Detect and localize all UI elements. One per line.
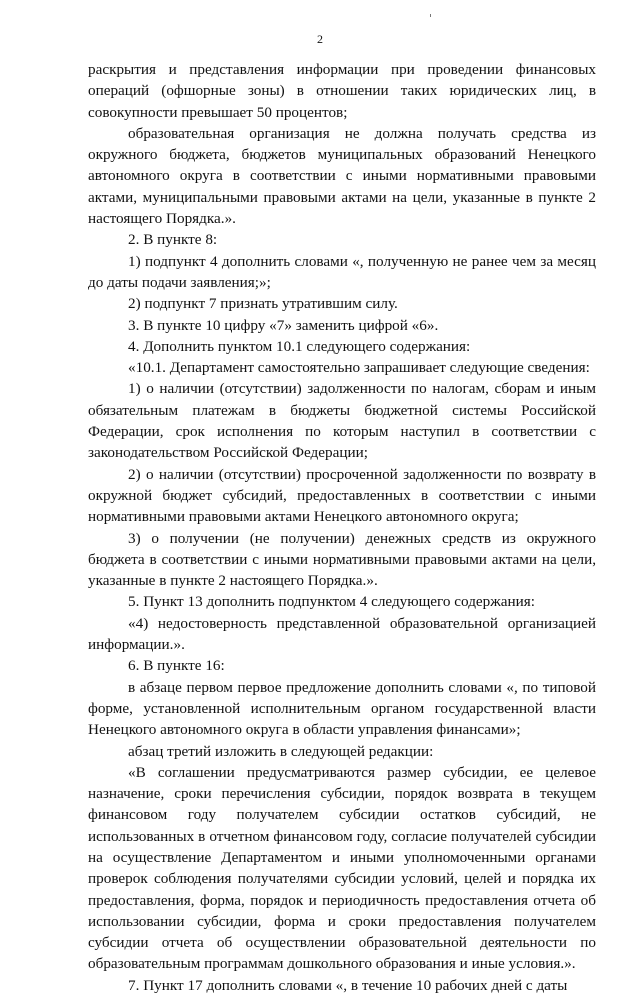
paragraph: абзац третий изложить в следующей редакции: — [128, 742, 434, 760]
paragraph: 6. В пункте 16: — [128, 657, 225, 675]
paragraph: 4. Дополнить пунктом 10.1 следующего содержания: — [128, 337, 471, 355]
document-body — [88, 59, 596, 996]
paragraph: 1) о наличии (отсутствии) задолженности по налогам, сборам и иным обязательным платежам в бюджеты бюджетной системы Российской Федерации, срок исполнения по которым наступил в соответствии с законодательством Российской Федерации; — [88, 380, 596, 462]
paragraph: 5. Пункт 13 дополнить подпунктом 4 следующего содержания: — [128, 593, 535, 611]
paragraph: 2) подпункт 7 признать утратившим силу. — [128, 295, 398, 313]
paragraph: «4) недостоверность представленной образовательной организацией информации.». — [88, 614, 596, 654]
paragraph: образовательная организация не должна получать средства из окружного бюджета, бюджетов муниципальных образований Ненецкого автономного округа в соответствии с иными нормативными правовыми актами, муниципальными правовыми актами на цели, указанные в пункте 2 настоящего Порядка.». — [88, 124, 596, 228]
paragraph: раскрытия и представления информации при проведении финансовых операций (офшорные зоны) в отношении таких юридических лиц, в совокупности превышает 50 процентов; — [88, 61, 596, 121]
paragraph: «В соглашении предусматриваются размер субсидии, ее целевое назначение, сроки перечисления субсидии, порядок возврата в текущем финансовом году получателем субсидии остатков субсидий, не использованных в отчетном финансовом году, согласие получателей субсидии на осуществление Департаментом и иными уполномоченными органами проверок соблюдения получателями субсидии условий, целей и порядка их предоставления, форма, порядок и периодичность предоставления отчета об использовании субсидии, форма и сроки предоставления получателем субсидии отчета об осуществлении образовательной деятельности по образовательным программам дошкольного образования и иные условия.». — [88, 763, 596, 973]
paragraph: 7. Пункт 17 дополнить словами «, в течение 10 рабочих дней с даты — [128, 976, 568, 994]
page-number: 2 — [317, 32, 323, 46]
paragraph: 3) о получении (не получении) денежных средств из окружного бюджета в соответствии с иными нормативными правовыми актами на цели, указанные в пункте 2 настоящего Порядка.». — [88, 529, 596, 590]
paragraph: 3. В пункте 10 цифру «7» заменить цифрой «6». — [128, 316, 439, 334]
paragraph: 2) о наличии (отсутствии) просроченной задолженности по возврату в окружной бюджет субсидий, предоставленных в соответствии с иными нормативными правовыми актами Ненецкого автономного округа; — [88, 465, 596, 526]
paragraph: 1) подпункт 4 дополнить словами «, полученную не ранее чем за месяц до даты подачи заявления;»; — [88, 252, 596, 291]
paragraph: в абзаце первом первое предложение дополнить словами «, по типовой форме, установленной исполнительным органом государственной власти Ненецкого автономного округа в области управления финансами»; — [88, 678, 596, 739]
paragraph: 2. В пункте 8: — [128, 231, 218, 249]
paragraph: «10.1. Департамент самостоятельно запрашивает следующие сведения: — [128, 359, 590, 377]
scan-speck — [430, 14, 431, 17]
